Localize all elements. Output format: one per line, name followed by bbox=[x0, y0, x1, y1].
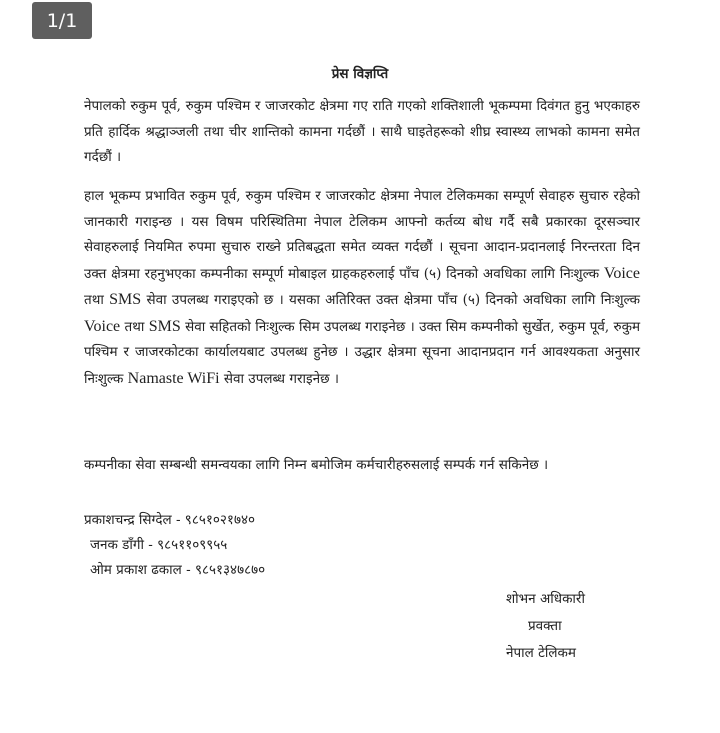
sms-label: SMS bbox=[148, 317, 181, 335]
page-counter: 1/1 bbox=[32, 2, 92, 39]
paragraph-contact-intro: कम्पनीका सेवा सम्बन्धी समन्वयका लागि निम्न बमोजिम कर्मचारीहरुसलाई सम्पर्क गर्न सकिनेछ । bbox=[84, 457, 549, 473]
contact-item: ओम प्रकाश ढकाल - ९८५१३४७८७० bbox=[90, 562, 266, 578]
paragraph-service-status bbox=[84, 184, 640, 392]
contact-item: जनक डाँगी - ९८५११०९९५५ bbox=[90, 537, 228, 553]
paragraph-text: सेवा सहितको निःशुल्क सिम उपलब्ध गराइनेछ । उक्त सिम कम्पनीको सुर्खेत, रुकुम पूर्व, रुकुम पश्चिम र जाजरकोटका कार्यालयबाट उपलब्ध हुनेछ । उद्धार क्षेत्रमा सूचना आदानप्रदान गर्न आवश्यकता अनुसार निःशुल्क bbox=[84, 318, 641, 387]
signatory-role: प्रवक्ता bbox=[528, 618, 562, 634]
paragraph-text: सेवा उपलब्ध गराइनेछ । bbox=[223, 370, 339, 387]
contact-list bbox=[84, 508, 265, 583]
paragraph-text: तथा bbox=[84, 292, 104, 308]
wifi-label: Namaste WiFi bbox=[127, 369, 220, 387]
voice-label: Voice bbox=[84, 317, 121, 335]
voice-label: Voice bbox=[603, 264, 640, 282]
signature-block bbox=[506, 586, 585, 667]
sms-label: SMS bbox=[109, 291, 142, 308]
paragraph-condolence: नेपालको रुकुम पूर्व, रुकुम पश्चिम र जाजरकोट क्षेत्रमा गए राति गएको शक्तिशाली भूकम्पमा दिवंगत हुनु भएकाहरु प्रति हार्दिक श्रद्धाञ्जली तथा चीर शान्तिको कामना गर्दछौं । साथै घाइतेहरूको शीघ्र स्वास्थ्य लाभको कामना समेत गर्दछौं । bbox=[84, 98, 640, 165]
document-title: प्रेस विज्ञप्ति bbox=[331, 66, 389, 82]
paragraph-text: सेवा उपलब्ध गराइएको छ । यसका अतिरिक्त उक्त क्षेत्रमा पाँच (५) दिनको अवधिका लागि निःशुल्क bbox=[146, 292, 640, 308]
paragraph-text: तथा bbox=[124, 318, 145, 335]
paragraph-text: हाल भूकम्प प्रभावित रुकुम पूर्व, रुकुम पश्चिम र जाजरकोट क्षेत्रमा नेपाल टेलिकमका सम्पूर्ण सेवाहरु सुचारु रहेको जानकारी गराइन्छ । यस विषम परिस्थितिमा नेपाल टेलिकम आफ्नो कर्तव्य बोध गर्दै सबै प्रकारका दूरसञ्चार सेवाहरुलाई नियमित रुपमा सुचारु राख्ने प्रतिबद्धता समेत व्यक्त गर्दछौं । सूचना आदान-प्रदानलाई निरन्तरता दिन उक्त क्षेत्रमा रहनुभएका कम्पनीका सम्पूर्ण मोबाइल ग्राहकहरुलाई पाँच (५) दिनको अवधिका लागि निःशुल्क bbox=[84, 188, 640, 282]
contact-item: प्रकाशचन्द्र सिग्देल - ९८५१०२१७४० bbox=[84, 512, 256, 528]
signatory-org: नेपाल टेलिकम bbox=[506, 645, 576, 661]
signatory-name: शोभन अधिकारी bbox=[506, 591, 585, 607]
